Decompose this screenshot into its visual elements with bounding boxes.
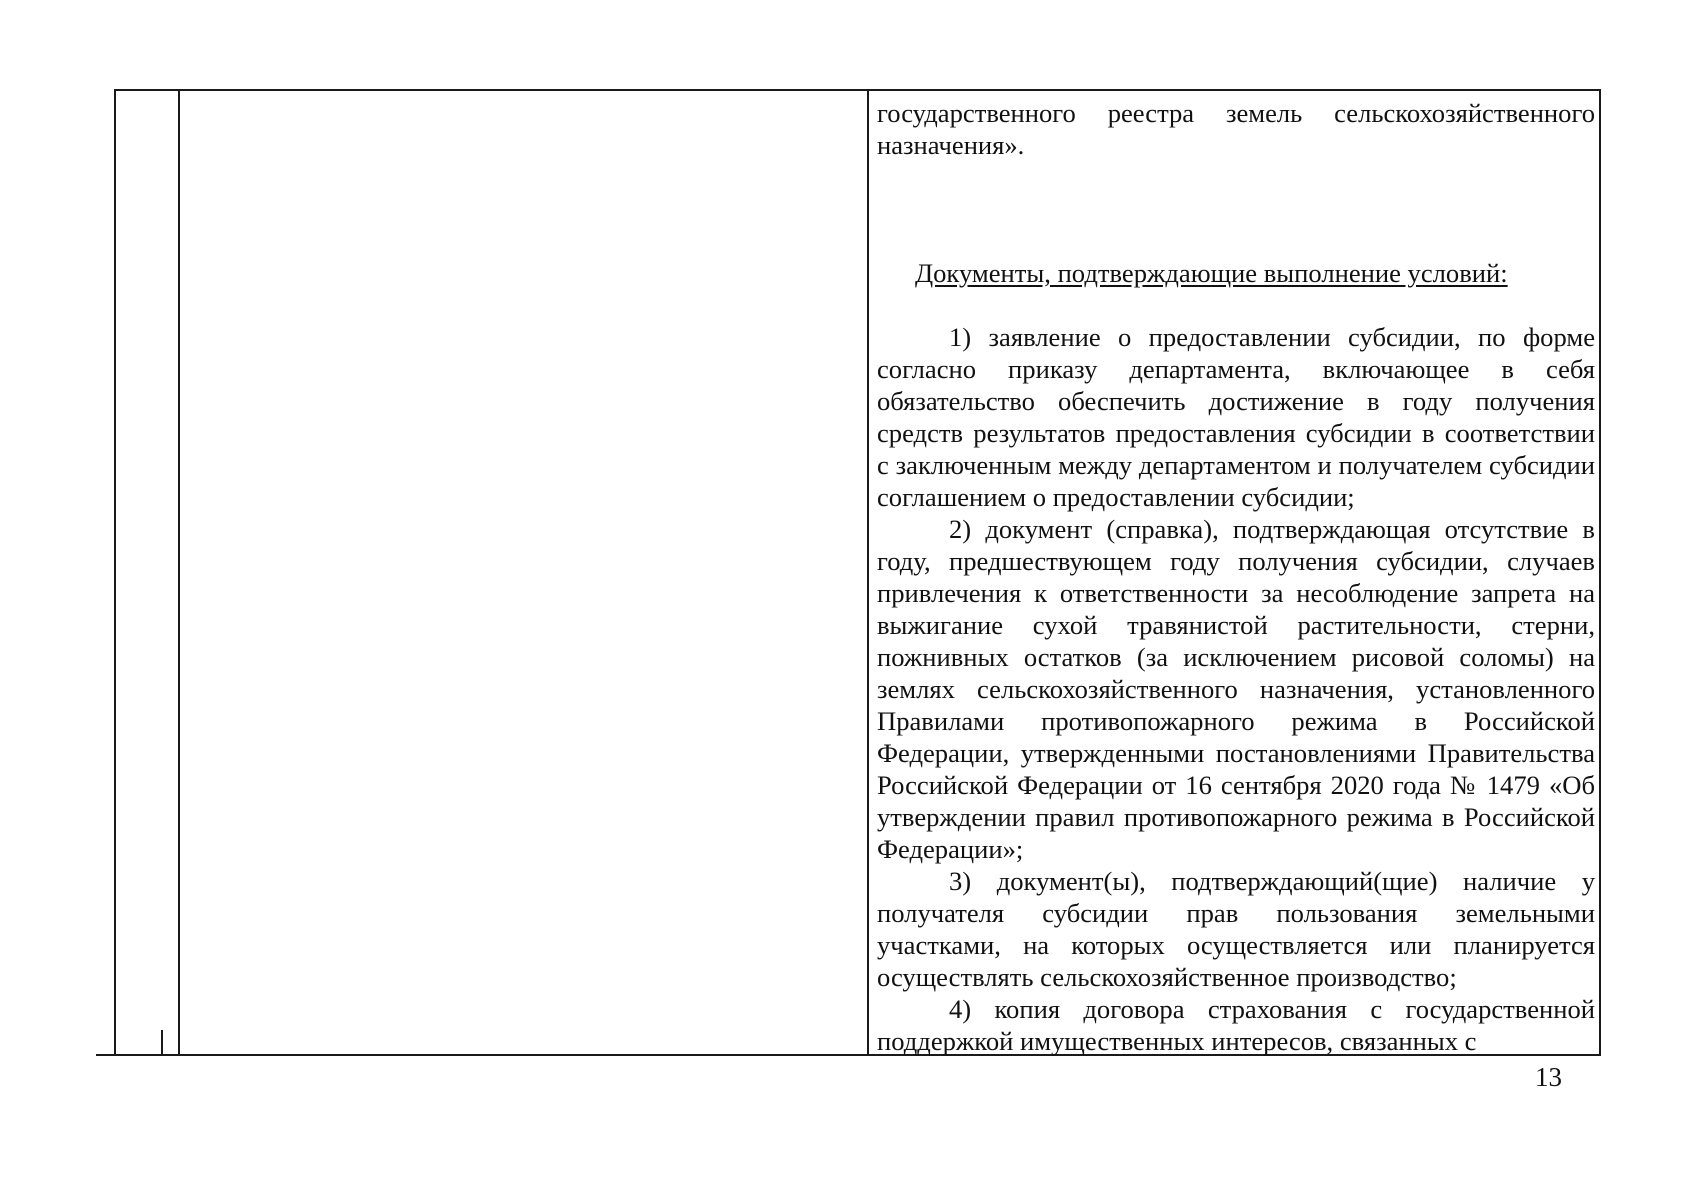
bottom-left-stub [161,1030,163,1055]
conditions-cell [877,97,1595,1057]
intro-text: государственного реестра земель сельскохозяйственного назначения». [877,98,1595,160]
list-item: 2) документ (справка), подтверждающая отсутствие в году, предшествующем году получения субсидии, случаев привлечения к ответственности за несоблюдение запрета на выжигание сухой травянистой растительности, стерни, пожнивных остатков (за исключением рисовой соломы) на землях сельскохозяйственного назначения, установленного Правилами противопожарного режима в Российской Федерации, утвержденными постановлениями Правительства Российской Федерации от 16 сентября 2020 года № 1479 «Об утверждении правил противопожарного режима в Российской Федерации»; [877,514,1595,864]
table-right-border [1599,89,1601,1055]
documents-heading: Документы, подтверждающие выполнение условий: [915,258,1508,288]
column-divider-2 [867,89,869,1055]
column-divider-1 [178,89,180,1055]
table-top-border [114,89,1601,91]
table-left-border [114,89,116,1055]
page-number: 13 [1535,1062,1562,1092]
list-item: 1) заявление о предоставлении субсидии, по форме согласно приказу департамента, включающее в себя обязательство обеспечить достижение в году получения средств результатов предоставления субсидии в соответствии с заключенным между департаментом и получателем субсидии соглашением о предоставлении субсидии; [877,322,1595,512]
list-item: 4) копия договора страхования с государственной поддержкой имущественных интересов, связанных с [877,994,1595,1056]
list-item: 3) документ(ы), подтверждающий(щие) наличие у получателя субсидии прав пользования земельными участками, на которых осуществляется или планируется осуществлять сельскохозяйственное производство; [877,866,1595,992]
